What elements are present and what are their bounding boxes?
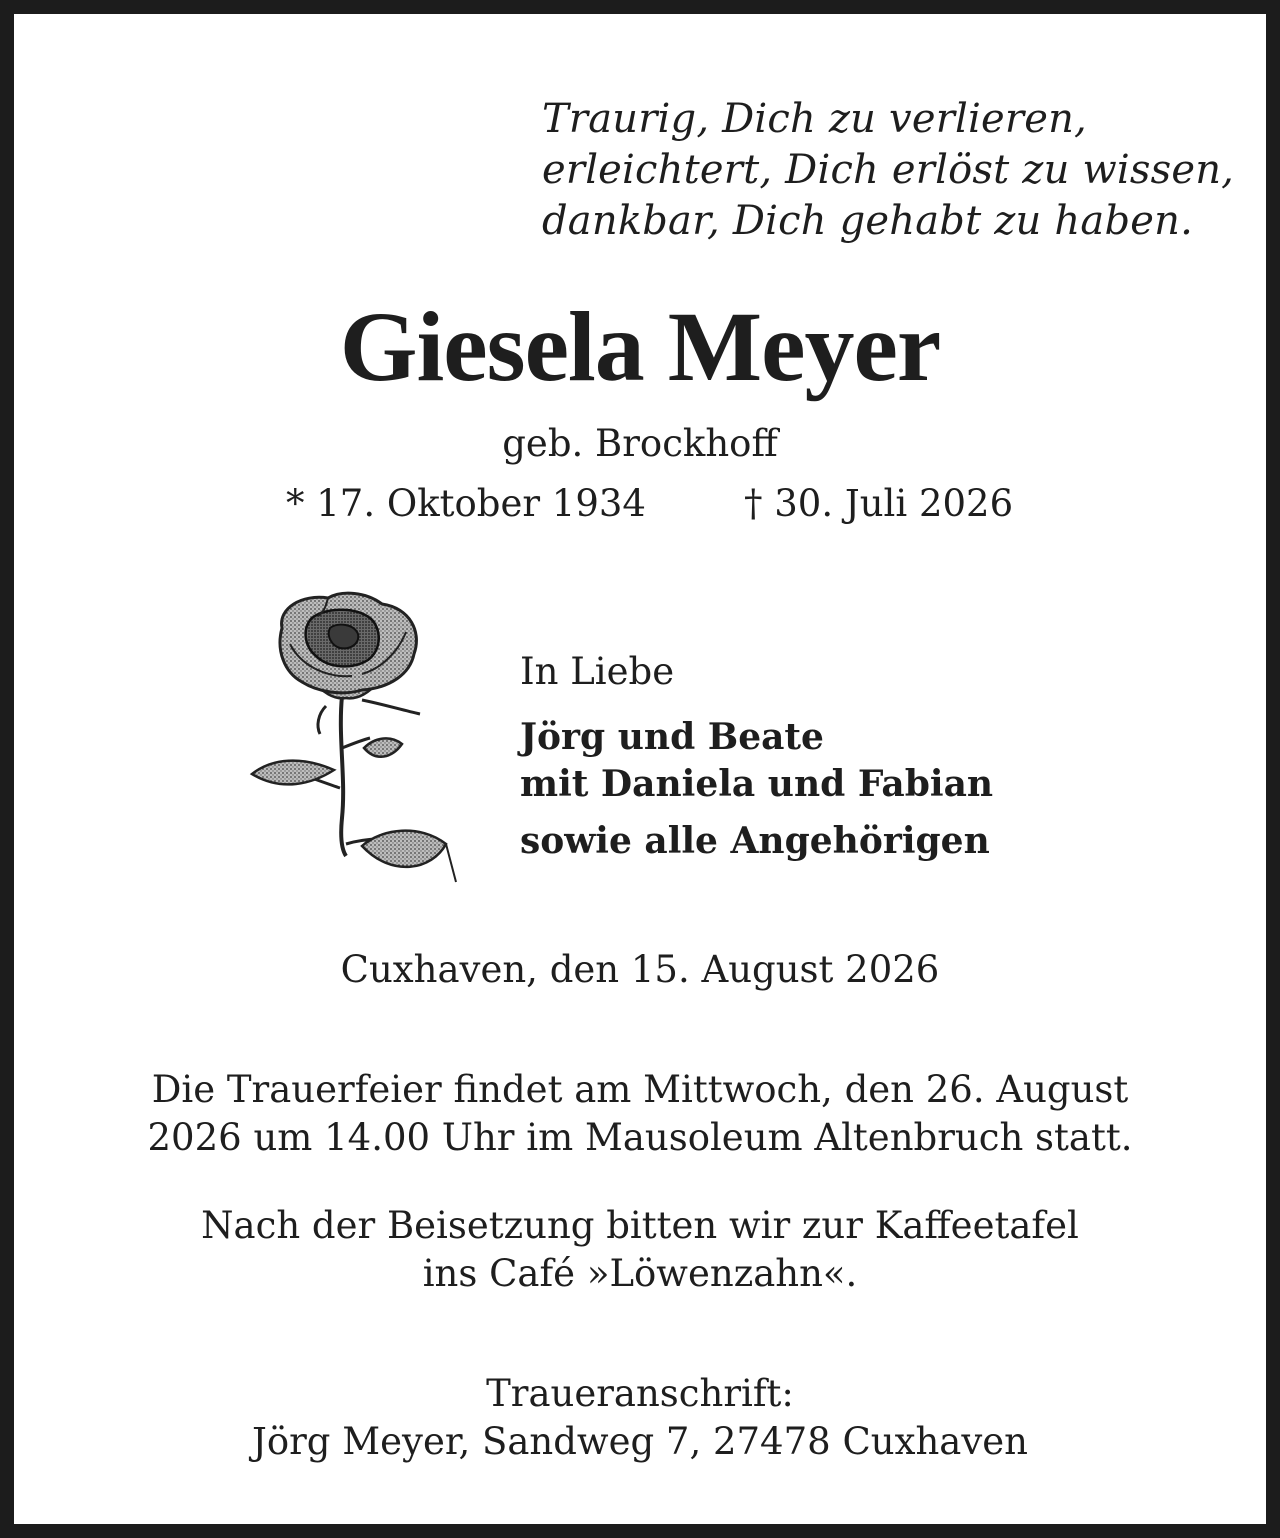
ceremony-line: 2026 um 14.00 Uhr im Mausoleum Altenbruch statt. [147, 1116, 1133, 1159]
poem-line: erleichtert, Dich erlöst zu wissen, [542, 147, 1235, 193]
mourning-address [14, 1370, 1266, 1466]
address-label: Traueranschrift: [486, 1372, 794, 1415]
birth-date: * 17. Oktober 1934 [286, 482, 646, 525]
ceremony-info [14, 1066, 1266, 1162]
mourner-line: sowie alle Angehörigen [520, 820, 990, 862]
address-value: Jörg Meyer, Sandweg 7, 27478 Cuxhaven [252, 1420, 1028, 1463]
memorial-poem [542, 94, 1234, 247]
coffee-line: ins Café »Löwenzahn«. [422, 1252, 858, 1295]
poem-line: dankbar, Dich gehabt zu haben. [542, 198, 1193, 244]
rose-icon [242, 588, 472, 888]
mourners-intro: In Liebe [520, 650, 675, 693]
place-and-date: Cuxhaven, den 15. August 2026 [340, 948, 940, 991]
mourner-line: Jörg und Beate [520, 716, 824, 758]
maiden-name: geb. Brockhoff [502, 422, 778, 465]
poem-line: Traurig, Dich zu verlieren, [542, 96, 1087, 142]
coffee-invitation [14, 1202, 1266, 1298]
deceased-name: Giesela Meyer [339, 291, 941, 402]
mourners-list [520, 714, 993, 865]
ceremony-line: Die Trauerfeier findet am Mittwoch, den 26. August [151, 1068, 1129, 1111]
mourner-line: mit Daniela und Fabian [520, 763, 994, 805]
coffee-line: Nach der Beisetzung bitten wir zur Kaffeetafel [201, 1204, 1079, 1247]
death-date: † 30. Juli 2026 [744, 482, 1014, 525]
